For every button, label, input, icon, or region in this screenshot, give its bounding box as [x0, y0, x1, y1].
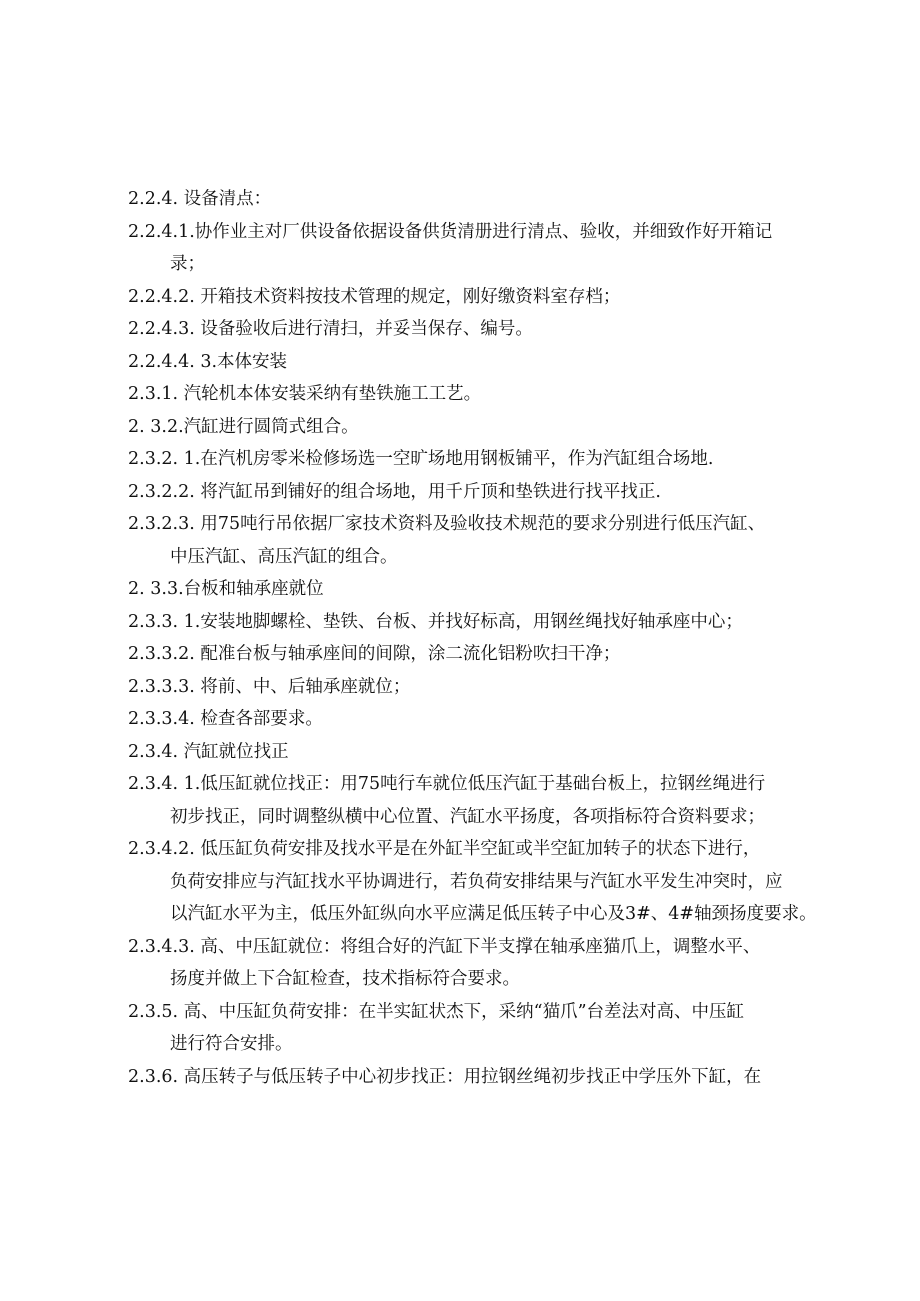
numbered-paragraph-line [128, 1061, 818, 1094]
section-number: 2.3.4.3. [128, 936, 195, 957]
section-number: 2.3.5. [128, 1001, 179, 1022]
numbered-paragraph-line [128, 216, 818, 249]
paragraph-text: 配准台板与轴承座间的间隙，涂二流化铝粉吹扫干净； [194, 644, 621, 664]
section-number: 2.3.1. [128, 384, 179, 404]
paragraph-text: 负荷安排应与汽缸找水平协调进行，若负荷安排结果与汽缸水平发生冲突时，应 [170, 871, 783, 892]
numbered-paragraph-line [128, 703, 818, 736]
paragraph-text: 低压缸负荷安排及找水平是在外缸半空缸或半空缸加转子的状态下进行， [194, 839, 761, 859]
numbered-paragraph-line [128, 313, 818, 346]
section-number: 2.3.4. [128, 741, 179, 762]
paragraph-text: 协作业主对厂供设备依据设备供货清册进行清点、验收，并细致作好开箱记 [194, 221, 773, 242]
section-number: 2.3.6. [128, 1066, 179, 1087]
section-number: 2.3.3. 1. [128, 611, 201, 632]
numbered-paragraph-line [128, 573, 818, 606]
paragraph-text: 安装地脚螺栓、垫铁、台板、并找好标高，用钢丝绳找好轴承座中心； [200, 611, 743, 632]
paragraph-text: 台板和轴承座就位 [183, 579, 324, 599]
numbered-paragraph-line [128, 736, 818, 769]
section-number: 2.3.4.2. [128, 839, 195, 859]
paragraph-continuation-line [128, 866, 818, 899]
paragraph-text: 将汽缸吊到铺好的组合场地，用千斤顶和垫铁进行找平找正. [194, 481, 661, 502]
paragraph-text: 初步找正，同时调整纵横中心位置、汽缸水平扬度，各项指标符合资料要求； [170, 806, 765, 827]
paragraph-text: 设备清点： [178, 189, 272, 209]
numbered-paragraph-line [128, 411, 818, 444]
numbered-paragraph-line [128, 281, 818, 314]
section-number: 2.2.4. [128, 189, 179, 209]
paragraph-text: 中压汽缸、高压汽缸的组合。 [170, 546, 398, 567]
paragraph-text: 3.本体安装 [194, 351, 288, 372]
paragraph-text: 扬度并做上下合缸检查，技术指标符合要求。 [170, 969, 520, 989]
paragraph-text: 高、中压缸负荷安排：在半实缸状杰下，采纳“猫爪”台差法对高、中压缸 [178, 1001, 745, 1022]
numbered-paragraph-line [128, 638, 818, 671]
numbered-paragraph-line [128, 833, 818, 866]
paragraph-text: 检查各部要求。 [194, 709, 323, 729]
section-number: 2.2.4.3. [128, 319, 195, 339]
paragraph-text: 高、中压缸就位：将组合好的汽缸下半支撑在轴承座猫爪上，调整水平、 [194, 936, 761, 957]
numbered-paragraph-line [128, 996, 818, 1029]
paragraph-continuation-line [128, 801, 818, 834]
paragraph-continuation-line [128, 963, 818, 996]
paragraph-text: 进行符合安排。 [170, 1034, 293, 1054]
paragraph-text: 录； [170, 254, 205, 274]
document-body [128, 183, 818, 1093]
section-number: 2.2.4.1. [128, 221, 195, 242]
numbered-paragraph-line [128, 346, 818, 379]
paragraph-text: 在汽机房零米检修场选一空旷场地用钢板铺平，作为汽缸组合场地. [200, 449, 714, 469]
paragraph-text: 设备验收后进行清扫，并妥当保存、编号。 [194, 319, 533, 339]
numbered-paragraph-line [128, 768, 818, 801]
paragraph-text: 用75吨行吊依据厂家技术资料及验收技术规范的要求分别进行低压汽缸、 [194, 514, 766, 534]
paragraph-continuation-line [128, 1028, 818, 1061]
section-number: 2.3.2. 1. [128, 449, 201, 469]
numbered-paragraph-line [128, 671, 818, 704]
paragraph-continuation-line [128, 248, 818, 281]
paragraph-text: 以汽缸水平为主，低压外缸纵向水平应满足低压转子中心及3#、4#轴颈扬度要求。 [170, 904, 817, 924]
paragraph-text: 汽缸就位找正 [178, 741, 289, 762]
paragraph-text: 汽轮机本体安装采纳有垫铁施工工艺。 [178, 384, 482, 404]
numbered-paragraph-line [128, 378, 818, 411]
section-number: 2.2.4.2. [128, 286, 195, 307]
numbered-paragraph-line [128, 476, 818, 509]
paragraph-continuation-line [128, 898, 818, 931]
section-number: 2.3.3.4. [128, 709, 195, 729]
section-number: 2. 3.2. [128, 416, 184, 437]
numbered-paragraph-line [128, 606, 818, 639]
paragraph-text: 高压转子与低压转子中心初步找正：用拉钢丝绳初步找正中学压外下缸，在 [178, 1066, 762, 1087]
paragraph-text: 汽缸进行圆筒式组合。 [183, 416, 359, 437]
paragraph-text: 低压缸就位找正：用75吨行车就位低压汽缸于基础台板上，拉钢丝绳进行 [200, 774, 766, 794]
paragraph-continuation-line [128, 541, 818, 574]
section-number: 2.3.4. 1. [128, 774, 201, 794]
section-number: 2.3.3.2. [128, 644, 195, 664]
paragraph-text: 将前、中、后轴承座就位； [194, 676, 411, 697]
section-number: 2.2.4.4. [128, 351, 195, 372]
paragraph-text: 开箱技术资料按技术管理的规定，刚好缴资料室存档； [194, 286, 621, 307]
section-number: 2. 3.3. [128, 579, 184, 599]
numbered-paragraph-line [128, 931, 818, 964]
numbered-paragraph-line [128, 443, 818, 476]
section-number: 2.3.2.2. [128, 481, 195, 502]
section-number: 2.3.2.3. [128, 514, 195, 534]
section-number: 2.3.3.3. [128, 676, 195, 697]
numbered-paragraph-line [128, 183, 818, 216]
numbered-paragraph-line [128, 508, 818, 541]
